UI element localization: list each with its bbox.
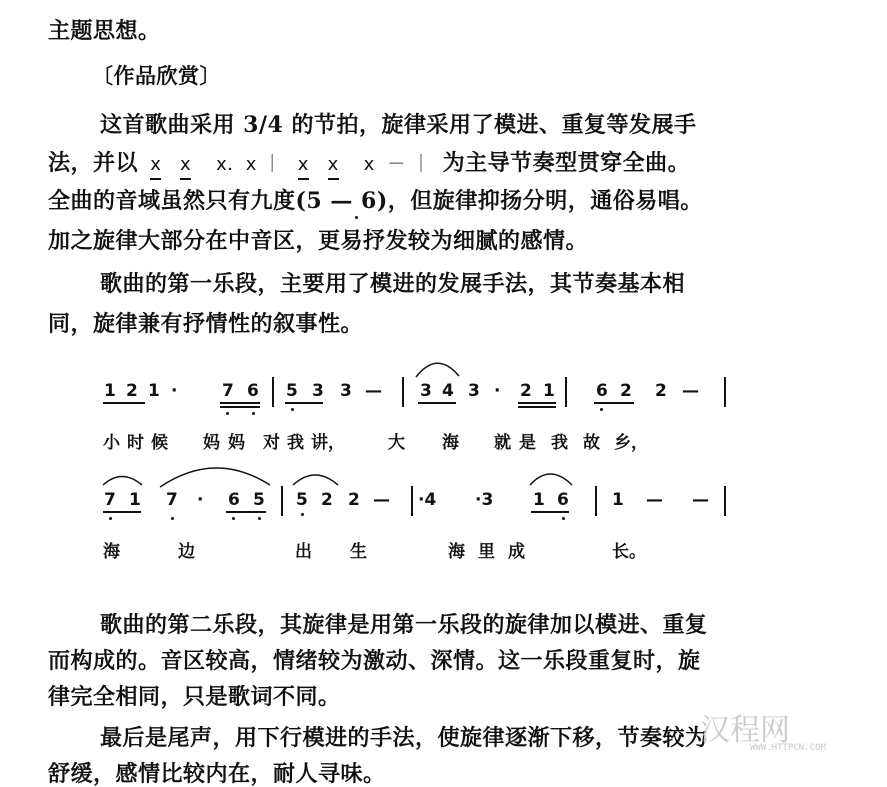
note: 1 [543,381,555,401]
lyric: 乡， [614,433,648,453]
note: 6 [596,381,608,401]
dash: — [682,381,699,401]
lyric: 成 [508,542,525,562]
text: 法，并以 [48,150,139,176]
slur [416,363,459,377]
lyric: 大 [388,433,405,453]
lyric: 海 [103,542,120,562]
rhythm-note: x [216,154,228,175]
text-line: 歌曲的第二乐段，其旋律是用第一乐段的旋律加以模进、重复 [100,612,708,638]
dash: — [692,490,709,510]
lyric: 对 [263,433,280,453]
dot: · [197,490,204,510]
note: 1 [533,490,545,510]
slur [293,475,338,485]
rhythm-dot: ． [227,154,246,175]
lyric: 讲， [311,433,345,453]
lyric: 候 [151,433,168,453]
dot: · [171,381,178,401]
rhythm-note: x [363,154,375,175]
note: 6 [247,381,259,401]
text-line: 舒缓，感情比较内在，耐人寻味。 [48,761,386,787]
lyric: 就 [494,433,511,453]
note: 3 [312,381,324,401]
note: ·4 [418,490,437,510]
note: 1 [129,490,141,510]
text: 为主导节奏型贯穿全曲。 [442,150,691,176]
note: 5 [253,490,265,510]
lyric: 妈 [228,433,245,453]
text-line: 全曲的音域虽然只有九度(5 — 6)，但旋律抑扬分明，通俗易唱。 [48,188,703,214]
note: 3 [420,381,432,401]
lyric: 小 [103,433,120,453]
slur [160,468,270,487]
rhythm-note: x [245,154,257,175]
note: 6 [557,490,569,510]
lyric: 我 [287,433,304,453]
text-line: 而构成的。音区较高，情绪较为激动、深情。这一乐段重复时，旋 [48,648,701,674]
text-line: 歌曲的第一乐段，主要用了模进的发展手法，其节奏基本相 [100,271,686,297]
rhythm-note: x [298,152,309,180]
note: 7 [104,490,116,510]
note: 2 [620,381,632,401]
slur [103,477,142,486]
rhythm-dash: － [387,154,406,175]
note: 6 [228,490,240,510]
rhythm-note: x [180,152,191,180]
note: 3 [340,381,352,401]
lyric: 海 [448,542,465,562]
note: 5 [286,381,298,401]
dot: · [494,381,501,401]
lyric: 海 [442,433,459,453]
text-line: 主题思想。 [48,18,161,44]
text-line: 加之旋律大部分在中音区，更易抒发较为细腻的感情。 [48,228,589,254]
text-line: 同，旋律兼有抒情性的叙事性。 [48,311,364,337]
rhythm-note: x [328,152,339,180]
note: 2 [126,381,138,401]
note: 7 [222,381,234,401]
watermark-name: 汉程网 [700,713,790,748]
lyric: 里 [478,542,495,562]
barline: ｜ [412,154,431,175]
text-line: 律完全相同，只是歌词不同。 [48,684,341,710]
barline: ｜ [263,154,282,175]
note: 4 [442,381,454,401]
lyric: 边 [178,542,195,562]
dash: — [365,381,382,401]
lyric: 长。 [612,542,646,562]
note: ·3 [475,490,494,510]
text-line: 最后是尾声，用下行模进的手法，使旋律逐渐下移，节奏较为 [100,725,708,751]
note: 2 [520,381,532,401]
text-line: 这首歌曲采用 3/4 的节拍，旋律采用了模进、重复等发展手 [100,112,697,138]
note: 5 [296,490,308,510]
lyric: 生 [350,542,367,562]
note: 1 [148,381,160,401]
note: 7 [166,490,178,510]
note: 2 [655,381,667,401]
note: 3 [468,381,480,401]
dash: — [373,490,390,510]
note: 1 [612,490,624,510]
watermark-logo [700,705,826,753]
dash: — [646,490,663,510]
lyric: 妈 [203,433,220,453]
section-heading: 〔作品欣赏〕 [92,63,221,88]
note: 2 [321,490,333,510]
lyric: 出 [295,542,312,562]
lyric: 是 [519,433,536,453]
lyric: 时 [127,433,144,453]
rhythm-note: x [150,152,161,180]
lyric: 我 [551,433,568,453]
watermark-url: WWW.HTTPCN.COM [750,743,826,753]
slur [530,474,572,485]
note: 2 [348,490,360,510]
note: 1 [104,381,116,401]
lyric: 故 [583,433,600,453]
